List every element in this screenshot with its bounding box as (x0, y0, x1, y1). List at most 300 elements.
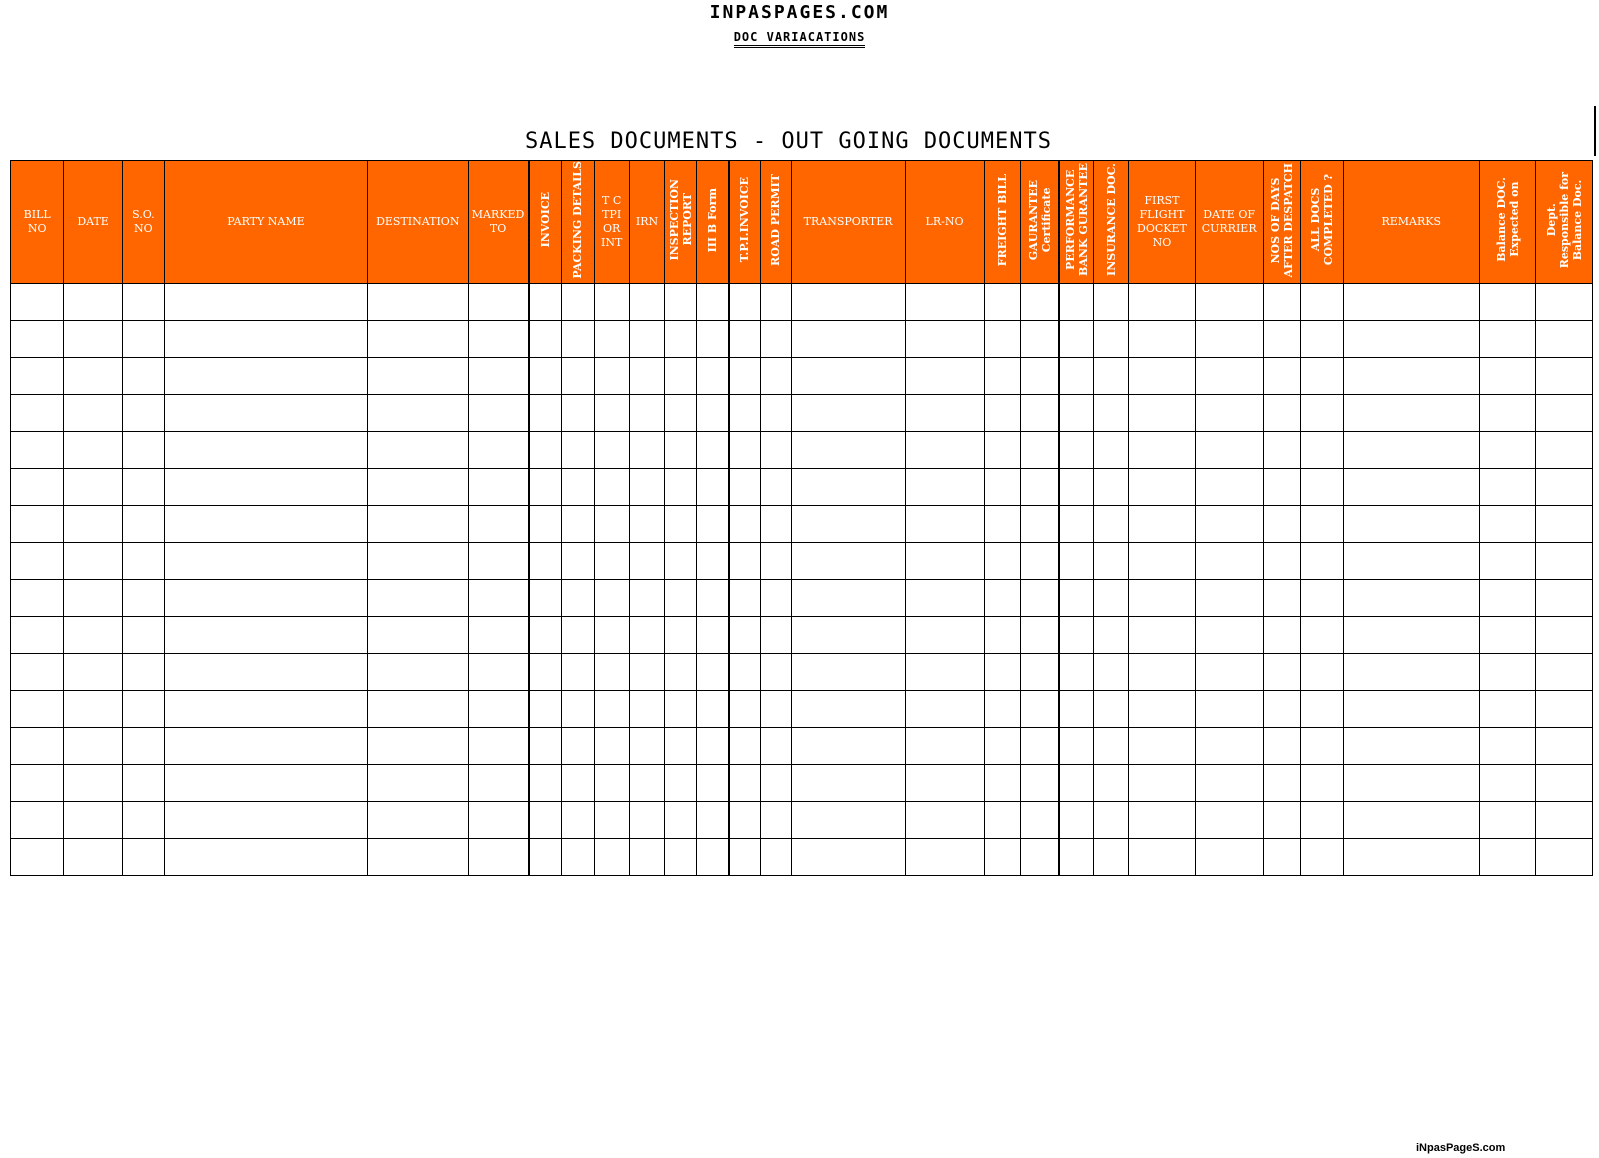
table-cell[interactable] (529, 616, 562, 653)
table-cell[interactable] (468, 394, 529, 431)
table-cell[interactable] (122, 653, 164, 690)
table-cell[interactable] (64, 690, 122, 727)
table-cell[interactable] (791, 394, 905, 431)
table-cell[interactable] (665, 542, 697, 579)
table-cell[interactable] (697, 579, 729, 616)
table-cell[interactable] (665, 653, 697, 690)
table-cell[interactable] (1263, 357, 1301, 394)
table-cell[interactable] (1129, 431, 1196, 468)
table-cell[interactable] (122, 320, 164, 357)
table-cell[interactable] (561, 542, 594, 579)
table-cell[interactable] (11, 542, 64, 579)
table-cell[interactable] (697, 727, 729, 764)
table-cell[interactable] (1479, 357, 1535, 394)
table-cell[interactable] (594, 394, 629, 431)
table-cell[interactable] (1195, 764, 1263, 801)
table-cell[interactable] (665, 505, 697, 542)
table-cell[interactable] (1536, 320, 1593, 357)
table-cell[interactable] (468, 357, 529, 394)
table-cell[interactable] (368, 579, 469, 616)
table-cell[interactable] (1129, 801, 1196, 838)
table-cell[interactable] (760, 690, 791, 727)
table-cell[interactable] (984, 505, 1021, 542)
table-cell[interactable] (122, 394, 164, 431)
table-cell[interactable] (164, 357, 367, 394)
table-cell[interactable] (905, 616, 984, 653)
table-cell[interactable] (468, 801, 529, 838)
table-cell[interactable] (1094, 838, 1129, 875)
table-cell[interactable] (1536, 616, 1593, 653)
table-cell[interactable] (368, 357, 469, 394)
table-cell[interactable] (729, 727, 761, 764)
table-cell[interactable] (1059, 394, 1094, 431)
table-cell[interactable] (1094, 690, 1129, 727)
table-cell[interactable] (1343, 801, 1479, 838)
table-cell[interactable] (529, 431, 562, 468)
table-cell[interactable] (64, 394, 122, 431)
table-cell[interactable] (529, 283, 562, 320)
table-cell[interactable] (368, 505, 469, 542)
table-cell[interactable] (468, 764, 529, 801)
table-cell[interactable] (561, 431, 594, 468)
table-cell[interactable] (1536, 727, 1593, 764)
table-cell[interactable] (791, 690, 905, 727)
table-cell[interactable] (1263, 468, 1301, 505)
table-cell[interactable] (1129, 468, 1196, 505)
table-cell[interactable] (1195, 542, 1263, 579)
table-cell[interactable] (1301, 764, 1343, 801)
table-cell[interactable] (594, 727, 629, 764)
table-cell[interactable] (122, 542, 164, 579)
table-cell[interactable] (1479, 505, 1535, 542)
table-cell[interactable] (1479, 653, 1535, 690)
table-cell[interactable] (1094, 468, 1129, 505)
table-cell[interactable] (760, 579, 791, 616)
table-cell[interactable] (1059, 801, 1094, 838)
table-cell[interactable] (164, 579, 367, 616)
table-cell[interactable] (665, 468, 697, 505)
table-cell[interactable] (905, 764, 984, 801)
table-cell[interactable] (984, 468, 1021, 505)
table-cell[interactable] (1094, 542, 1129, 579)
table-cell[interactable] (729, 616, 761, 653)
table-cell[interactable] (164, 616, 367, 653)
table-cell[interactable] (1343, 468, 1479, 505)
table-cell[interactable] (791, 764, 905, 801)
table-cell[interactable] (1195, 727, 1263, 764)
table-cell[interactable] (594, 838, 629, 875)
table-cell[interactable] (1021, 283, 1059, 320)
table-cell[interactable] (760, 320, 791, 357)
table-cell[interactable] (122, 505, 164, 542)
table-cell[interactable] (760, 616, 791, 653)
table-cell[interactable] (1301, 394, 1343, 431)
table-cell[interactable] (468, 505, 529, 542)
table-cell[interactable] (1536, 764, 1593, 801)
table-cell[interactable] (468, 431, 529, 468)
table-cell[interactable] (561, 838, 594, 875)
table-cell[interactable] (468, 542, 529, 579)
table-cell[interactable] (665, 616, 697, 653)
table-cell[interactable] (1536, 690, 1593, 727)
table-cell[interactable] (1059, 468, 1094, 505)
table-cell[interactable] (64, 431, 122, 468)
table-cell[interactable] (1195, 838, 1263, 875)
table-cell[interactable] (1129, 690, 1196, 727)
table-cell[interactable] (561, 764, 594, 801)
table-cell[interactable] (1263, 394, 1301, 431)
table-cell[interactable] (64, 838, 122, 875)
table-cell[interactable] (468, 653, 529, 690)
table-cell[interactable] (561, 579, 594, 616)
table-cell[interactable] (729, 320, 761, 357)
table-cell[interactable] (984, 653, 1021, 690)
table-cell[interactable] (64, 468, 122, 505)
table-cell[interactable] (984, 283, 1021, 320)
table-cell[interactable] (905, 579, 984, 616)
table-cell[interactable] (1021, 431, 1059, 468)
table-cell[interactable] (529, 579, 562, 616)
table-cell[interactable] (697, 690, 729, 727)
table-cell[interactable] (729, 764, 761, 801)
table-cell[interactable] (1536, 468, 1593, 505)
table-cell[interactable] (122, 357, 164, 394)
table-cell[interactable] (594, 431, 629, 468)
table-cell[interactable] (368, 283, 469, 320)
table-cell[interactable] (1021, 764, 1059, 801)
table-cell[interactable] (1479, 431, 1535, 468)
table-cell[interactable] (1479, 394, 1535, 431)
table-cell[interactable] (561, 653, 594, 690)
table-cell[interactable] (729, 653, 761, 690)
table-cell[interactable] (905, 653, 984, 690)
table-cell[interactable] (122, 283, 164, 320)
table-cell[interactable] (1059, 838, 1094, 875)
table-cell[interactable] (64, 616, 122, 653)
table-cell[interactable] (11, 727, 64, 764)
table-cell[interactable] (594, 283, 629, 320)
table-cell[interactable] (629, 690, 665, 727)
table-cell[interactable] (984, 320, 1021, 357)
table-cell[interactable] (11, 505, 64, 542)
table-cell[interactable] (64, 283, 122, 320)
table-cell[interactable] (561, 505, 594, 542)
table-cell[interactable] (1094, 727, 1129, 764)
table-cell[interactable] (1301, 801, 1343, 838)
table-cell[interactable] (629, 838, 665, 875)
table-cell[interactable] (64, 764, 122, 801)
table-cell[interactable] (1195, 801, 1263, 838)
table-cell[interactable] (665, 357, 697, 394)
table-cell[interactable] (1195, 616, 1263, 653)
table-cell[interactable] (760, 542, 791, 579)
table-cell[interactable] (984, 690, 1021, 727)
table-cell[interactable] (905, 727, 984, 764)
table-cell[interactable] (594, 357, 629, 394)
table-cell[interactable] (665, 320, 697, 357)
table-cell[interactable] (468, 468, 529, 505)
table-cell[interactable] (697, 283, 729, 320)
table-cell[interactable] (594, 653, 629, 690)
table-cell[interactable] (11, 838, 64, 875)
table-cell[interactable] (1536, 283, 1593, 320)
table-cell[interactable] (729, 838, 761, 875)
table-cell[interactable] (1301, 616, 1343, 653)
table-cell[interactable] (468, 616, 529, 653)
table-cell[interactable] (905, 690, 984, 727)
table-cell[interactable] (1343, 394, 1479, 431)
table-cell[interactable] (1094, 801, 1129, 838)
table-cell[interactable] (1021, 801, 1059, 838)
table-cell[interactable] (629, 394, 665, 431)
table-cell[interactable] (164, 394, 367, 431)
table-cell[interactable] (594, 616, 629, 653)
table-cell[interactable] (1094, 431, 1129, 468)
table-cell[interactable] (1536, 801, 1593, 838)
table-cell[interactable] (791, 801, 905, 838)
table-cell[interactable] (1059, 357, 1094, 394)
table-cell[interactable] (122, 579, 164, 616)
table-cell[interactable] (760, 801, 791, 838)
table-cell[interactable] (122, 764, 164, 801)
table-cell[interactable] (1129, 283, 1196, 320)
table-cell[interactable] (529, 801, 562, 838)
table-cell[interactable] (1263, 283, 1301, 320)
table-cell[interactable] (1021, 616, 1059, 653)
table-cell[interactable] (11, 394, 64, 431)
table-cell[interactable] (1343, 357, 1479, 394)
table-cell[interactable] (1129, 616, 1196, 653)
table-cell[interactable] (729, 690, 761, 727)
table-cell[interactable] (1059, 727, 1094, 764)
table-cell[interactable] (791, 542, 905, 579)
table-cell[interactable] (122, 468, 164, 505)
table-cell[interactable] (368, 764, 469, 801)
table-cell[interactable] (905, 394, 984, 431)
table-cell[interactable] (1536, 505, 1593, 542)
table-cell[interactable] (529, 764, 562, 801)
table-cell[interactable] (594, 468, 629, 505)
table-cell[interactable] (468, 283, 529, 320)
table-cell[interactable] (665, 727, 697, 764)
table-cell[interactable] (760, 505, 791, 542)
table-cell[interactable] (529, 838, 562, 875)
table-cell[interactable] (164, 505, 367, 542)
table-cell[interactable] (1263, 616, 1301, 653)
table-cell[interactable] (697, 357, 729, 394)
table-cell[interactable] (561, 357, 594, 394)
table-cell[interactable] (1094, 283, 1129, 320)
table-cell[interactable] (729, 394, 761, 431)
table-cell[interactable] (529, 468, 562, 505)
table-cell[interactable] (760, 468, 791, 505)
table-cell[interactable] (1479, 283, 1535, 320)
table-cell[interactable] (1195, 690, 1263, 727)
table-cell[interactable] (1343, 431, 1479, 468)
table-cell[interactable] (468, 690, 529, 727)
table-cell[interactable] (697, 838, 729, 875)
table-cell[interactable] (697, 505, 729, 542)
table-cell[interactable] (1536, 431, 1593, 468)
table-cell[interactable] (1263, 320, 1301, 357)
table-cell[interactable] (561, 616, 594, 653)
table-cell[interactable] (905, 838, 984, 875)
table-cell[interactable] (1536, 579, 1593, 616)
table-cell[interactable] (1059, 431, 1094, 468)
table-cell[interactable] (1301, 690, 1343, 727)
table-cell[interactable] (905, 431, 984, 468)
table-cell[interactable] (11, 468, 64, 505)
table-cell[interactable] (164, 727, 367, 764)
table-cell[interactable] (529, 542, 562, 579)
table-cell[interactable] (1059, 283, 1094, 320)
table-cell[interactable] (1536, 357, 1593, 394)
table-cell[interactable] (1301, 727, 1343, 764)
table-cell[interactable] (1094, 653, 1129, 690)
table-cell[interactable] (594, 801, 629, 838)
table-cell[interactable] (1536, 653, 1593, 690)
table-cell[interactable] (791, 653, 905, 690)
table-cell[interactable] (1021, 394, 1059, 431)
table-cell[interactable] (164, 690, 367, 727)
table-cell[interactable] (11, 764, 64, 801)
table-cell[interactable] (665, 431, 697, 468)
table-cell[interactable] (368, 727, 469, 764)
table-cell[interactable] (791, 727, 905, 764)
table-cell[interactable] (905, 801, 984, 838)
table-cell[interactable] (164, 801, 367, 838)
table-cell[interactable] (1301, 542, 1343, 579)
table-cell[interactable] (468, 727, 529, 764)
table-cell[interactable] (791, 431, 905, 468)
table-cell[interactable] (1301, 505, 1343, 542)
table-cell[interactable] (905, 505, 984, 542)
table-cell[interactable] (1129, 320, 1196, 357)
table-cell[interactable] (594, 690, 629, 727)
table-cell[interactable] (11, 801, 64, 838)
table-cell[interactable] (1059, 505, 1094, 542)
table-cell[interactable] (11, 579, 64, 616)
table-cell[interactable] (11, 357, 64, 394)
table-cell[interactable] (1536, 394, 1593, 431)
table-cell[interactable] (64, 320, 122, 357)
table-cell[interactable] (1195, 653, 1263, 690)
table-cell[interactable] (1343, 764, 1479, 801)
table-cell[interactable] (11, 653, 64, 690)
table-cell[interactable] (122, 431, 164, 468)
table-cell[interactable] (1094, 505, 1129, 542)
table-cell[interactable] (468, 579, 529, 616)
table-cell[interactable] (1094, 357, 1129, 394)
table-cell[interactable] (468, 838, 529, 875)
table-cell[interactable] (1129, 357, 1196, 394)
table-cell[interactable] (164, 431, 367, 468)
table-cell[interactable] (368, 616, 469, 653)
table-cell[interactable] (984, 764, 1021, 801)
table-cell[interactable] (1343, 616, 1479, 653)
table-cell[interactable] (164, 283, 367, 320)
table-cell[interactable] (1094, 320, 1129, 357)
table-cell[interactable] (665, 764, 697, 801)
table-cell[interactable] (1195, 468, 1263, 505)
table-cell[interactable] (905, 542, 984, 579)
table-cell[interactable] (1059, 320, 1094, 357)
table-cell[interactable] (984, 727, 1021, 764)
table-cell[interactable] (1263, 727, 1301, 764)
table-cell[interactable] (64, 653, 122, 690)
table-cell[interactable] (760, 653, 791, 690)
table-cell[interactable] (164, 653, 367, 690)
table-cell[interactable] (729, 468, 761, 505)
table-cell[interactable] (529, 320, 562, 357)
table-cell[interactable] (1343, 320, 1479, 357)
table-cell[interactable] (1129, 838, 1196, 875)
table-cell[interactable] (984, 616, 1021, 653)
table-cell[interactable] (629, 764, 665, 801)
table-cell[interactable] (729, 505, 761, 542)
table-cell[interactable] (1343, 505, 1479, 542)
table-cell[interactable] (1129, 505, 1196, 542)
table-cell[interactable] (1059, 579, 1094, 616)
table-cell[interactable] (629, 616, 665, 653)
table-cell[interactable] (697, 394, 729, 431)
table-cell[interactable] (368, 801, 469, 838)
table-cell[interactable] (760, 727, 791, 764)
table-cell[interactable] (791, 616, 905, 653)
table-cell[interactable] (1059, 616, 1094, 653)
table-cell[interactable] (1021, 468, 1059, 505)
table-cell[interactable] (1343, 838, 1479, 875)
table-cell[interactable] (64, 727, 122, 764)
table-cell[interactable] (561, 690, 594, 727)
table-cell[interactable] (64, 357, 122, 394)
table-cell[interactable] (629, 653, 665, 690)
table-cell[interactable] (791, 283, 905, 320)
table-cell[interactable] (984, 357, 1021, 394)
table-cell[interactable] (697, 764, 729, 801)
table-cell[interactable] (1129, 727, 1196, 764)
table-cell[interactable] (1263, 431, 1301, 468)
table-cell[interactable] (760, 357, 791, 394)
table-cell[interactable] (11, 320, 64, 357)
table-cell[interactable] (1094, 616, 1129, 653)
table-cell[interactable] (1301, 653, 1343, 690)
table-cell[interactable] (1129, 764, 1196, 801)
table-cell[interactable] (697, 616, 729, 653)
table-cell[interactable] (122, 690, 164, 727)
table-cell[interactable] (1094, 394, 1129, 431)
table-cell[interactable] (984, 838, 1021, 875)
table-cell[interactable] (122, 801, 164, 838)
table-cell[interactable] (1021, 357, 1059, 394)
table-cell[interactable] (164, 838, 367, 875)
table-cell[interactable] (529, 690, 562, 727)
table-cell[interactable] (529, 727, 562, 764)
table-cell[interactable] (561, 394, 594, 431)
table-cell[interactable] (791, 838, 905, 875)
table-cell[interactable] (529, 505, 562, 542)
table-cell[interactable] (368, 394, 469, 431)
table-cell[interactable] (164, 320, 367, 357)
table-cell[interactable] (905, 320, 984, 357)
table-cell[interactable] (1263, 579, 1301, 616)
table-cell[interactable] (791, 505, 905, 542)
table-cell[interactable] (1343, 283, 1479, 320)
table-cell[interactable] (1195, 431, 1263, 468)
table-cell[interactable] (122, 838, 164, 875)
table-cell[interactable] (791, 320, 905, 357)
table-cell[interactable] (1021, 690, 1059, 727)
